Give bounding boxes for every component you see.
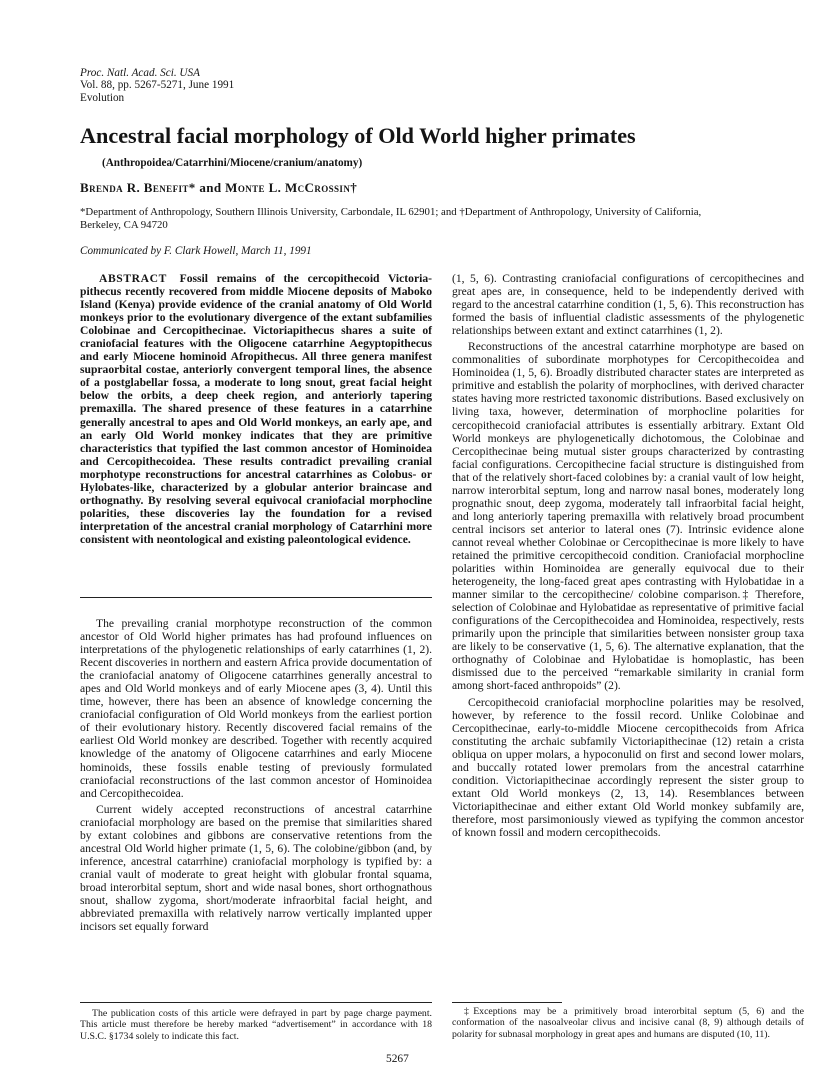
- footnote-divider-right: [452, 1002, 562, 1003]
- author-affiliations: *Department of Anthropology, Southern Illinois University, Carbondale, IL 62901; and †Department of Anthropology, University of California, Berkeley, CA 94720: [80, 206, 702, 231]
- body-paragraph: Reconstructions of the ancestral catarrhine morphotype are based on commonalities of subordinate morphotypes for Cercopithecoidea and Hominoidea (1, 5, 6). Broadly distributed character states are interpreted as primitive and establish the polarity of morphoclines, with derived character states having more restricted taxonomic distributions. Based exclusively on living taxa, however, determination of morphocline polarities for cercopithecoid craniofacial attributes is essentially arbitrary. Extant Old World monkeys are phylogenetically dichotomous, the Colobinae and Cercopithecinae being mutual sister groups characterized by contrasting facial configurations. Cercopithecine facial structure is distinguished from that of the relatively short-faced colobines by: a cranial vault of low height, narrow interorbital septum, long and narrow nasal bones, moderately long prognathic snout, deep zygoma, moderately tall infraorbital facial height, and long anteriorly tapering premaxilla with relatively broad procumbent central incisors set anterior to lateral ones (7). Intrinsic evidence alone cannot reveal whether Colobinae or Cercopithecinae is more likely to have retained the primitive cercopithecoid condition. Craniofacial morphocline polarities within Hominoidea are generally equivocal due to their heterogeneity, the long-faced great apes contrasting with Hylobatidae in a manner similar to the cercopithecine/ colobine comparison.‡ Therefore, selection of Colobinae and Hylobatidae as representative of primitive facial configurations of the Cercopithecoidea and Hominoidea, respectively, rests primarily upon the principle that similarities between nonsister group taxa are likely to be conservative (1, 5, 6). The alternative explanation, that the orthognathy of Colobinae and Hylobatidae is homoplastic, has been dismissed due to the perceived “remarkable similarity in cranial form among short-faced anthropoids” (2).: [452, 340, 804, 693]
- body-paragraph: The prevailing cranial morphotype reconstruction of the common ancestor of Old World higher primates has had profound influences on interpretations of the phylogenetic relationships of early catarrhines (1, 2). Recent discoveries in northern and eastern Africa provide documentation of the craniofacial anatomy of Oligocene catarrhines generally ancestral to apes and Old World monkeys and of early Miocene apes (3, 4). Until this time, however, there has been an absence of knowledge concerning the craniofacial configuration of Old World monkeys from the earliest portion of their evolutionary history. Recently discovered facial remains of the earliest Old World monkey are described. Together with recently acquired knowledge of the anatomy of Oligocene catarrhines and early Miocene hominoids, these fossils enable testing of previously formulated craniofacial reconstructions of the last common ancestor of Hominoidea and Cercopithecoidea.: [80, 617, 432, 800]
- body-paragraph: Cercopithecoid craniofacial morphocline polarities may be resolved, however, by reference to the fossil record. Unlike Colobinae and Cercopithecinae, early-to-middle Miocene cercopithecoids from Africa constituting the archaic subfamily Victoriapithecinae (12) retain a crista obliqua on upper molars, a hypoconulid on first and second lower molars, and buccally rotated lower premolars from the ancestral catarrhine condition. Victoriapithecinae accordingly represent the sister group to extant Old World monkeys (2, 13, 14). Resemblances between Victoriapithecinae and either extant Old World monkey subfamily are, therefore, most parsimoniously viewed as typifying the common ancestor of known fossil and modern cercopithecoids.: [452, 695, 804, 839]
- footnote-exceptions: ‡Exceptions may be a primitively broad interorbital septum (5, 6) and the conformation of the nasoalveolar clivus and incisive canal (8, 9) although details of polarity for subnasal morphology in great apes and humans are disputed (10, 11).: [452, 1006, 804, 1040]
- body-column-left: [80, 617, 432, 936]
- publication-cost-note: The publication costs of this article were defrayed in part by page charge payment. This article must therefore be hereby marked “advertisement” in accordance with 18 U.S.C. §1734 solely to indicate this fact.: [80, 1008, 432, 1042]
- body-paragraph: (1, 5, 6). Contrasting craniofacial configurations of cercopithecines and great apes are, in consequence, held to be independently derived with regard to the ancestral catarrhine condition (1, 5, 6). This reconstruction has formed the basis of influential cladistic assessments of the phylogenetic relationships between extant and extinct catarrhines (1, 2).: [452, 272, 804, 338]
- body-paragraph: Current widely accepted reconstructions of ancestral catarrhine craniofacial morphology are based on the premise that similarities shared by extant colobines and gibbons are conservative retentions from the ancestral Old World higher primate (1, 5, 6). The colobine/gibbon (and, by inference, ancestral catarrhine) craniofacial morphology is typified by: a cranial vault of moderate to great height with globular frontal squama, broad interorbital septum, short and wide nasal bones, short orthognathous snout, shallow zygoma, short/moderate infraorbital facial height, and abbreviated premaxilla with relatively narrow vertically implanted upper incisors set equally forward: [80, 802, 432, 934]
- abstract-label: ABSTRACT: [99, 272, 167, 285]
- abstract-text: Fossil remains of the cercopithecoid Victoriapithecus recently recovered from middle Miocene deposits of Maboko Island (Kenya) provide evidence of the cranial anatomy of Old World monkeys prior to the evolutionary divergence of the extant subfamilies Colobinae and Cercopithecinae. Victoriapithecus shares a suite of craniofacial features with the Oligocene catarrhine Aegyptopithecus and early Miocene hominoid Afropithecus. All three genera manifest supraorbital costae, anteriorly convergent temporal lines, the absence of a postglabellar fossa, a moderate to long snout, great facial height below the orbits, a deep cheek region, and anteriorly tapering premaxilla. The shared presence of these features in a catarrhine generally ancestral to apes and Old World monkeys, an early ape, and an early Old World monkey indicates that they are primitive characteristics that typified the last common ancestor of Hominoidea and Cercopithecoidea. These results contradict prevailing cranial morphotype reconstructions for ancestral catarrhines as Colobus- or Hylobates-like, characterized by a globular anterior braincase and orthognathy. By resolving several equivocal craniofacial morphocline polarities, these discoveries lay the foundation for a revised interpretation of the ancestral cranial morphology of Catarrhini more consistent with neontological and existing paleontological evidence.: [80, 272, 432, 546]
- article-title: Ancestral facial morphology of Old World higher primates: [80, 123, 636, 148]
- communicated-by: Communicated by F. Clark Howell, March 11, 1991: [80, 245, 312, 257]
- body-column-right: [452, 272, 804, 842]
- journal-volume: Vol. 88, pp. 5267-5271, June 1991: [80, 79, 235, 92]
- journal-title: Proc. Natl. Acad. Sci. USA: [80, 67, 200, 79]
- abstract-divider: [80, 597, 432, 598]
- footnote-divider-left: [80, 1002, 432, 1003]
- journal-section: Evolution: [80, 91, 125, 104]
- author-mccrossin: Monte L. McCrossin†: [225, 180, 358, 195]
- author-benefit: Brenda R. Benefit*: [80, 180, 196, 195]
- author-conjunction: and: [195, 180, 226, 195]
- author-list: [80, 180, 357, 196]
- journal-header: [80, 67, 234, 104]
- abstract: [80, 272, 432, 546]
- page-number: 5267: [386, 1053, 409, 1065]
- article-keywords: (Anthropoidea/Catarrhini/Miocene/cranium/anatomy): [102, 157, 363, 169]
